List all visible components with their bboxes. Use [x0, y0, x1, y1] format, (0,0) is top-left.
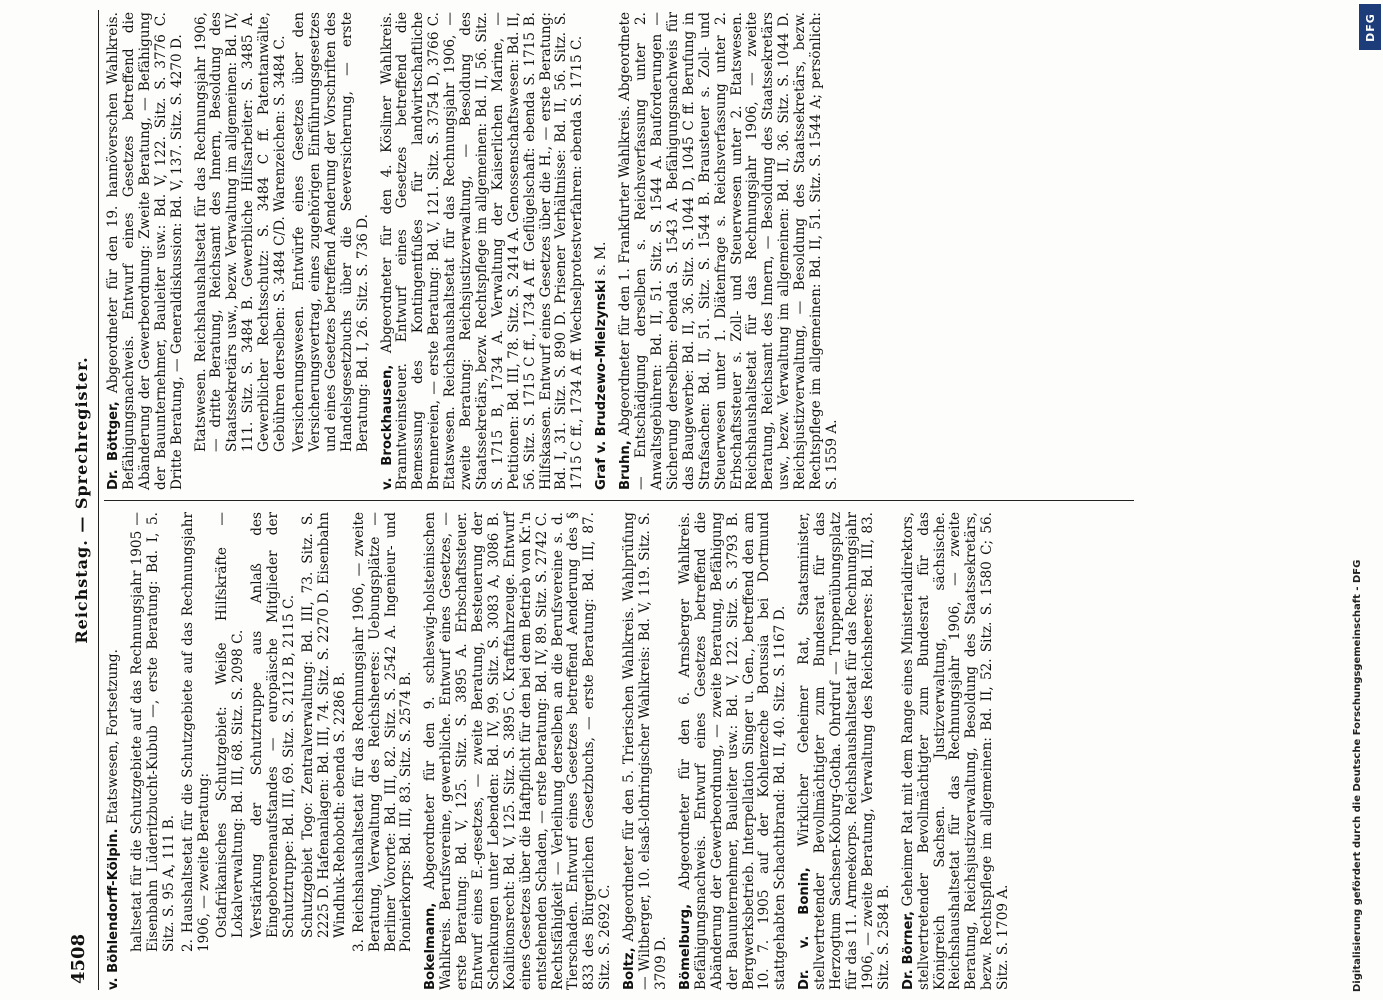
register-entry — [215, 512, 247, 990]
left-column — [106, 512, 1020, 990]
rotated-register-page — [20, 10, 1365, 990]
entry-text: Abgeordneter für den 19. hannöverschen Wahlkreis. Befähigungsnachweis. Entwurf eines Gesetzes betreffend die Abänderung der Gewerbeordnung: Zweite Beratung, — Befähigung der Bauunternehmer, Bauleiter usw.: Bd. V, 122. Sitz. S. 3776 C. Dritte Beratung, — Generaldiskussion: Bd. V, 137. Sitz. S. 4270 D. — [105, 12, 185, 490]
entry-name: Bruhn, — [618, 440, 634, 490]
entry-text: Wirklicher Geheimer Rat, Staatsminister, stellvertretender Bevollmächtigter zum Bundesrat für das Herzogtum Sachsen-Koburg-Gotha. Ohrdruf — Truppenübungsplatz für das 11. Armeekorps. Reichshaushaltsetat für das Rechnungsjahr 1906, — zweite Beratung, Verwaltung des Reichsheeres: Bd. III, 83. Sitz. S. 2584 B. — [796, 512, 892, 990]
entry-name: Boltz, — [622, 947, 638, 990]
entry-text: s. M. — [593, 241, 610, 276]
register-entry — [106, 12, 186, 490]
register-entry — [292, 12, 372, 490]
entry-name: Bokelmann, — [423, 902, 439, 990]
register-entry — [352, 512, 416, 990]
entry-text: Abgeordneter für den 5. Trierischen Wahlkreis. Wahlprüfung — Wiltberger, 10. elsaß-lothringischer Wahlkreis: Bd. V, 119. Sitz. S. 3709 D. — [621, 511, 669, 990]
entry-name: Bömelburg, — [677, 903, 693, 990]
register-entry — [301, 512, 349, 990]
register-entry — [130, 512, 178, 990]
register-entry — [678, 512, 789, 990]
entry-text: Abgeordneter für den 9. schleswig-holsteinischen Wahlkreis. Berufsvereine, gewerbliche. Entwurf eines Gesetzes, — erste Beratung: Bd. V, 125. Sitz. S. 3895 A. Erbschaftssteuer. Entwurf eines E.-gesetzes, — zweite Beratung, Besteuerung der Schenkungen unter Lebenden: Bd. IV, 99. Sitz. S. 3083 A, 3086 B. Koalitionsrecht: Bd. V, 125. Sitz. S. 3895 C. Kraftfahrzeuge. Entwurf eines Gesetzes über die Haftpflicht für den bei dem Betrieb von Kr.'n entstehenden Schaden, — erste Beratung: Bd. IV, 89. Sitz. S. 2742 C. Rechtsfähigkeit — Verleihung derselben an die Berufsvereine s. d. Tierschaden. Entwurf eines Gesetzes betreffend Aenderung des § 833 des Bürgerlichen Gesetzbuchs, — erste Beratung: Bd. III, 87. Sitz. S. 2692 C. — [422, 512, 614, 990]
entry-name: Dr. Böttger, — [106, 401, 121, 490]
running-title: Reichstag. — Sprechregister. — [72, 356, 91, 644]
entry-name: v. Brockhausen, — [379, 364, 395, 490]
entry-text: Geheimer Rat mit dem Range eines Ministerialdirektors, stellvertretender Bevollmächtigter zum Bundesrat für das Königreich Sachsen. Justizverwaltung, sächsische. Reichshaushaltsetat für das Rechnungsjahr 1906, — zweite Beratung, Reichsjustizverwaltung, Besoldung des Staatssekretärs, bezw. Rechtspflege im allgemeinen: Bd. II, 52. Sitz. S. 1580 C; 56. Sitz. S. 1709 A. — [899, 511, 1012, 990]
register-entry — [106, 512, 122, 990]
entry-text: Abgeordneter für den 1. Frankfurter Wahlkreis. Abgeordnete — Entschädigung derselben s. Reichsverfassung unter 2. Anwaltsgebühren: Bd. II, 51. Sitz. S. 1544 A. Bauforderungen — Sicherung derselben: ebenda S. 1543 A. Befähigungsnachweis für das Baugewerbe: Bd. II, 36. Sitz. S. 1044 D, 1045 C ff. Berufung in Strafsachen: Bd. II, 51. Sitz. S. 1544 B. Brausteuer s. Zoll- und Steuerwesen unter 1. Diätenfrage s. Reichsverfassung unter 2. Erbschaftssteuer s. Zoll- und Steuerwesen unter 2. Etatswesen. Reichshaushaltsetat für das Rechnungsjahr 1906, — zweite Beratung, Reichsamt des Innern, — Besoldung des Staatssekretärs usw., bezw. Verwaltung im allgemeinen: Bd. II, 36. Sitz. S. 1044 D. Reichsjustizverwaltung, — Besoldung des Staatssekretärs, bezw. Rechtspflege im allgemeinen: Bd. II, 51. Sitz. S. 1544 A; persönlich: S. 1559 A. — [617, 12, 840, 490]
entry-name: Graf v. Brudzewo-Mielzynski — [594, 279, 610, 490]
entry-text: Abgeordneter für den 4. Kösliner Wahlkreis. Branntweinsteuer. Entwurf eines Gesetzes betreffend die Bemessung des Kontingentfußes für landwirtschaftliche Brennereien, — erste Beratung: Bd. V, 121. Sitz. S. 3754 D, 3766 C. Etatswesen. Reichshaushaltsetat für das Rechnungsjahr 1906, — zweite Beratung: Reichsjustizverwaltung, — Besoldung des Staatssekretärs, bezw. Rechtspflege im allgemeinen: Bd. II, 56. Sitz. S. 1715 B, 1734 A. Verwaltung der Kaiserlichen Marine, — Petitionen: Bd. III, 78. Sitz. S. 2414 A. Genossenschaftswesen: Bd. II, 56. Sitz. S. 1715 C ff., 1734 A ff. Geflügelschaft: ebenda S. 1715 B. Hilfskassen. Entwurf eines Gesetzes über die H., — erste Beratung: Bd. I, 31. Sitz. S. 890 D. Prisener Verhältnisse: Bd. II, 56. Sitz. S. 1715 C ff., 1734 A ff. Wechselprotestverfahren: ebenda S. 1715 C. — [378, 12, 586, 490]
entry-text: 2. Haushaltsetat für die Schutzgebiete auf das Rechnungsjahr 1906, — zweite Beratung: — [179, 512, 212, 952]
entry-text: Versicherungswesen. Entwürfe eines Gesetzes über den Versicherungsvertrag, eines zugehörigen Einführungsgesetzes und eines Gesetzes betreffend Aenderung der Vorschriften des Handelsgesetzbuchs über die Seeversicherung, — erste Beratung: Bd. I, 26. Sitz. S. 736 D. — [290, 12, 371, 452]
page-number: 4508 — [68, 933, 89, 984]
entry-text: Etatswesen. Reichshaushaltsetat für das Rechnungsjahr 1906, — dritte Beratung, Reichsamt des Innern, Besoldung des Staatssekretärs usw., bezw. Verwaltung im allgemeinen: Bd. IV, 111. Sitz. S. 3484 B. Gewerbliche Hilfsarbeiter: S. 3485 A. Gewerblicher Rechtsschutz: S. 3484 C ff. Patentanwälte, Gebühren derselben: S. 3484 C/D. Warenzeichen: S. 3484 C. — [192, 12, 289, 452]
header-rule — [98, 10, 99, 990]
entry-name: Dr. v. Bonin, — [797, 867, 813, 990]
entry-text: Ostafrikanisches Schutzgebiet: Weiße Hilfskräfte — Lokalverwaltung: Bd. III, 68. Sitz. S. 2098 C. — [214, 512, 247, 938]
register-entry — [250, 512, 298, 990]
register-entry — [618, 12, 841, 490]
register-entry — [901, 512, 1012, 990]
register-entry — [194, 12, 289, 490]
register-entry — [423, 512, 614, 990]
register-entry — [380, 12, 587, 490]
entry-text: Etatswesen, Fortsetzung. — [105, 649, 121, 825]
entry-text: Schutzgebiet Togo: Zentralverwaltung: Bd. III, 73. Sitz. S. 2225 D. Hafenanlagen: Bd. III, 74. Sitz. S. 2270 D. Eisenbahn Windhuk-Rehoboth: ebenda S. 2286 B. — [299, 512, 348, 938]
entry-text: Abgeordneter für den 6. Arnsberger Wahlkreis. Befähigungsnachweis. Entwurf eines Gesetzes betreffend die Abänderung der Gewerbeordnung, — zweite Beratung, Befähigung der Bauunternehmer, Bauleiter usw.: Bd. V, 122. Sitz. S. 3793 B. Bergwerksbetrieb. Interpellation Singer u. Gen., betreffend den am 10. 7. 1905 auf der Kohlenzeche Borussia bei Dortmund stattgehabten Schachtbrand: Bd. II, 40. Sitz. S. 1167 D. — [676, 512, 789, 990]
column-divider — [104, 500, 1134, 501]
dfg-logo — [1359, 4, 1381, 50]
entry-text: haltsetat für die Schutzgebiete auf das Rechnungsjahr 1905 — Eisenbahn Lüderitzbucht-Kubub —, erste Beratung: Bd. I, 5. Sitz. S. 95 A, 111 B. — [128, 512, 177, 952]
register-entry — [181, 512, 213, 990]
entry-text: Verstärkung der Schutztruppe aus Anlaß des Eingeborenenaufstandes — europäische Mitglieder der Schutztruppe: Bd. III, 69. Sitz. S. 2112 B, 2115 C. — [249, 512, 298, 938]
register-entry — [622, 512, 670, 990]
entry-name: Dr. Börner, — [900, 911, 916, 990]
entry-name: v. Böhlendorff-Kölpin. — [106, 828, 121, 990]
register-entry — [594, 12, 610, 490]
entry-text: 3. Reichshaushaltsetat für das Rechnungsjahr 1906, — zweite Beratung, Verwaltung des Reichsheeres: Uebungsplätze — Berliner Vororte: Bd. III, 82. Sitz. S. 2542 A. Ingenieur- und Pionierkorps: Bd. III, 83. Sitz. S. 2574 B. — [350, 512, 415, 952]
right-column — [106, 12, 849, 490]
digitization-credit: Digitalisierung gefördert durch die Deutsche Forschungsgemeinschaft - DFG — [1352, 559, 1363, 992]
register-entry — [797, 512, 892, 990]
dfg-logo-text: DFG — [1363, 12, 1377, 42]
